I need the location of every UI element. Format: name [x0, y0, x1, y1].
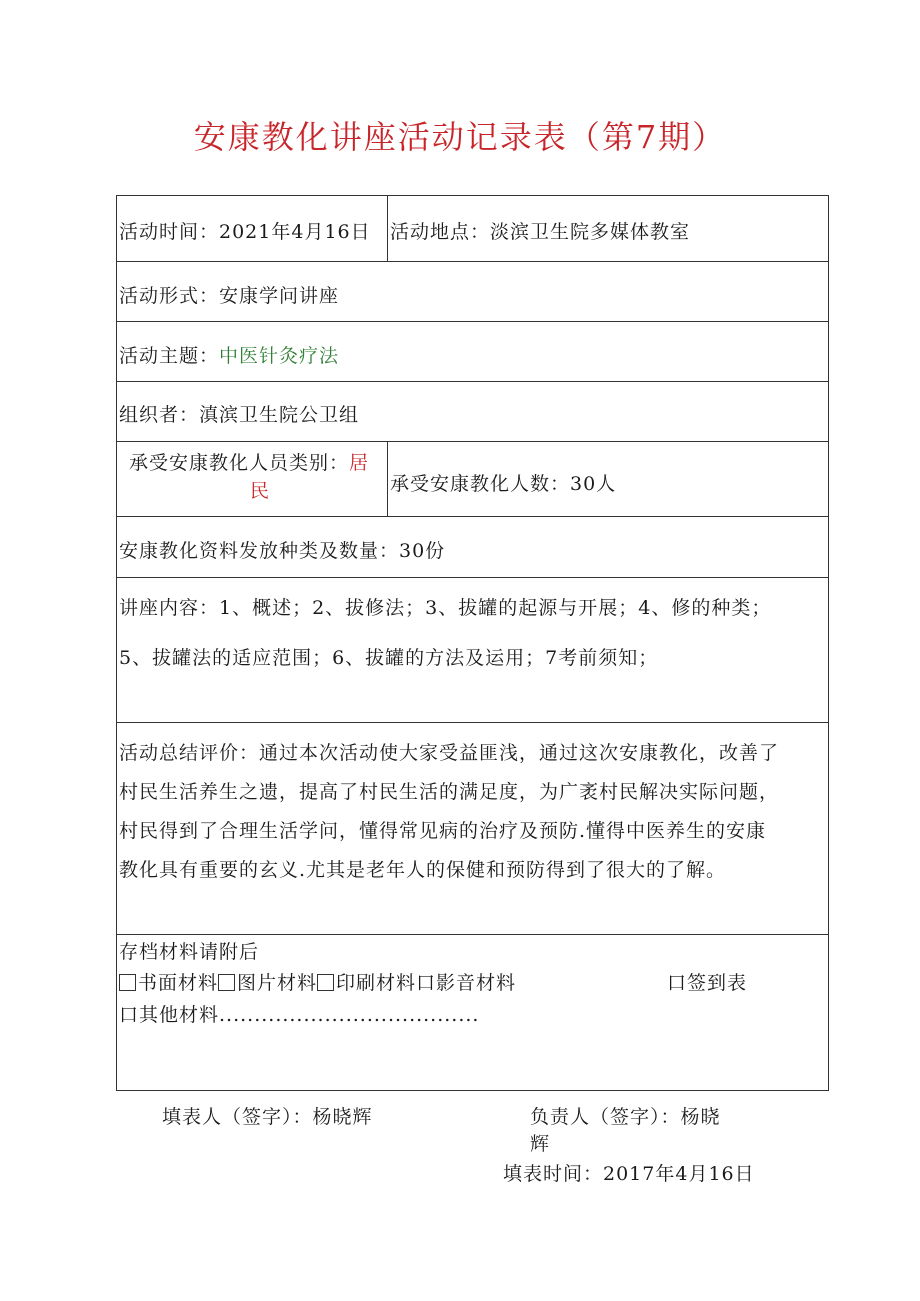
lecture-content-line-1: 讲座内容：1、概述；2、拔修法；3、拔罐的起源与开展；4、修的种类； [119, 597, 772, 619]
place-cell [387, 196, 828, 261]
row-form [117, 262, 828, 322]
audience-count: 承受安康教化人数：30人 [390, 473, 617, 495]
activity-form: 活动形式：安康学问讲座 [119, 285, 340, 307]
responsible-signature-1: 负责人（签字）：杨晓 [530, 1106, 721, 1128]
theme-value: 中医针灸疗法 [219, 345, 340, 367]
summary-line-2: 村民生活养生之遗，提高了村民生活的满足度，为广袤村民解决实际问题， [119, 781, 780, 803]
print-av-label: 印刷材料口影音材料 [336, 972, 517, 994]
archive-options [119, 968, 516, 995]
photo-checkbox[interactable] [218, 974, 235, 991]
audience-category [129, 448, 369, 475]
activity-theme [119, 341, 339, 368]
row-theme [117, 322, 828, 382]
activity-time: 活动时间：2021年4月16日 [119, 221, 371, 243]
other-materials: 口其他材料..................................... [119, 1004, 480, 1026]
issue-number: （第7期） [567, 118, 727, 156]
lecture-content-line-2: 5、拔罐法的适应范围；6、拔罐的方法及运用；7考前须知； [119, 647, 659, 669]
theme-label: 活动主题： [119, 345, 220, 367]
row-archive [117, 935, 828, 1091]
fill-date: 填表时间：2017年4月16日 [503, 1163, 755, 1185]
row-audience [117, 442, 828, 517]
category-value-1: 居 [349, 452, 370, 474]
sign-in-sheet-option: 口签到表 [667, 972, 748, 994]
page-title [0, 112, 920, 158]
row-organizer [117, 382, 828, 442]
activity-place: 活动地点：淡滨卫生院多媒体教室 [390, 221, 691, 243]
summary-line-1: 活动总结评价：通过本次活动使大家受益匪浅，通过这次安康教化，改善了 [119, 742, 780, 764]
written-label: 书面材料 [138, 972, 219, 994]
row-time-place [117, 196, 828, 262]
materials-distributed: 安康教化资料发放种类及数量：30份 [119, 540, 446, 562]
count-cell [387, 442, 828, 516]
record-table [116, 195, 829, 1091]
photo-label: 图片材料 [237, 972, 318, 994]
summary-line-4: 教化具有重要的玄义.尤其是老年人的保健和预防得到了很大的了解。 [119, 859, 727, 881]
filler-signature: 填表人（签字）：杨晓辉 [162, 1106, 373, 1128]
summary-line-3: 村民得到了合理生活学问，懂得常见病的治疗及预防.懂得中医养生的安康 [119, 820, 767, 842]
archive-heading: 存档材料请附后 [119, 941, 260, 963]
category-value-2: 民 [250, 480, 271, 502]
row-lecture-content [117, 578, 828, 723]
title-text: 安康教化讲座活动记录表 [193, 118, 568, 156]
row-materials [117, 517, 828, 578]
category-label: 承受安康教化人员类别： [129, 452, 350, 474]
row-summary [117, 723, 828, 935]
responsible-signature-2: 辉 [530, 1133, 551, 1155]
written-checkbox[interactable] [119, 974, 136, 991]
print-checkbox[interactable] [317, 974, 334, 991]
organizer: 组织者：滇滨卫生院公卫组 [119, 404, 360, 426]
